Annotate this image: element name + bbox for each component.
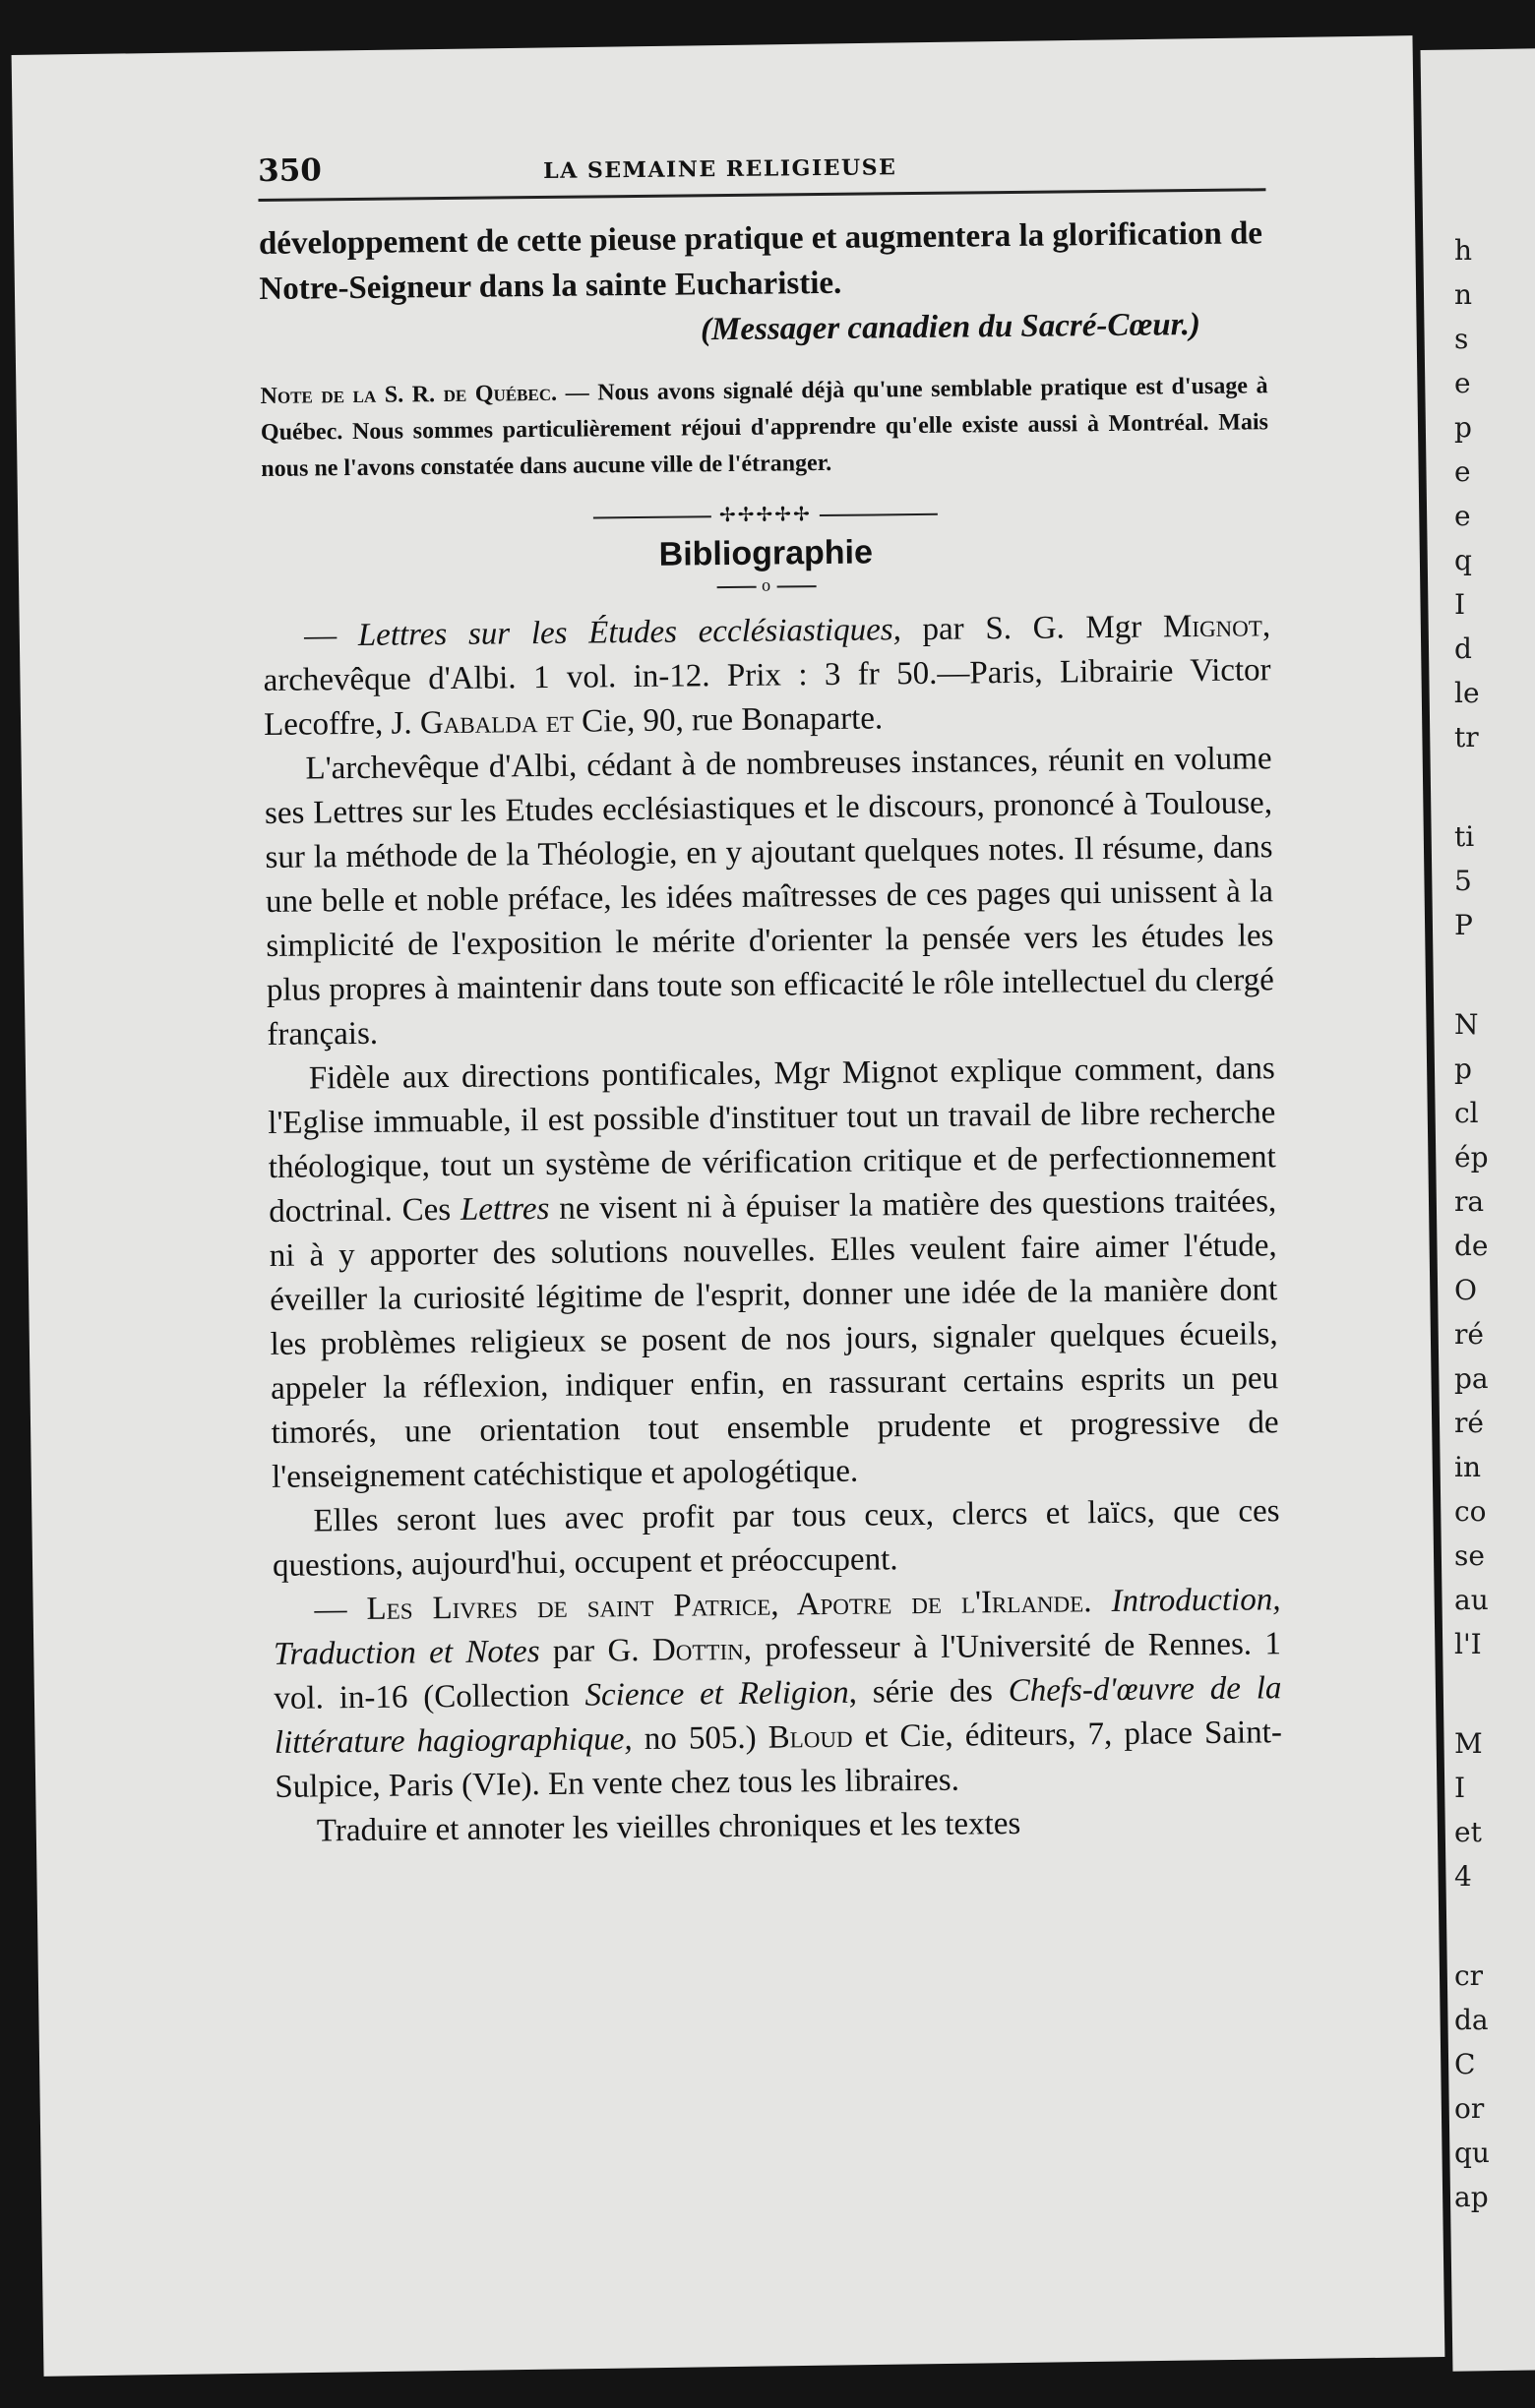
review2-details-4: et Cie, éditeurs, 7, place Saint-Sulpice, Paris (VIe). En vente chez tous les libraires. <box>275 1715 1283 1805</box>
review1-paragraph-3: Elles seront lues avec profit par tous ceux, clercs et laïcs, que ces questions, aujourd'hui, occupent et préoccupent. <box>272 1493 1280 1584</box>
review2-by: par G. <box>539 1632 653 1670</box>
review1-paragraph-1: L'archevêque d'Albi, cédant à de nombreuses instances, réunit en volume ses Lettres sur les Etudes ecclésiastiques et le discours, prononcé à Toulouse, sur la méthode de la Théologie, en y ajoutant quelques notes. Il résume, dans une belle et noble préface, les idées maîtresses de ces pages qui unissent à la simplicité de l'exposition le mérite d'orienter la pensée vers les études les plus propres à maintenir dans toute son efficacité le rôle intellectuel du clergé français. <box>264 741 1275 1053</box>
edge-letter: au <box>1454 1584 1489 1616</box>
section-title: Bibliographie <box>658 533 874 573</box>
edge-letter: cl <box>1454 1097 1479 1129</box>
review1-details: , archevêque d'Albi. 1 vol. in-12. Prix : 3 fr 50.—Paris, Librairie Victor Lecoffre, J. <box>263 608 1271 743</box>
edge-letter: ré <box>1454 1318 1484 1351</box>
edge-letter: da <box>1454 2004 1489 2036</box>
section-ornament <box>262 497 1269 532</box>
note-text: — Nous avons signalé déjà qu'une semblable pratique est d'usage à Québec. Nous sommes particulièrement réjoui d'apprendre qu'elle existe aussi à Montréal. Mais nous ne l'avons constatée dans aucune ville de l'étranger. <box>260 373 1269 482</box>
review1-p2-start: Fidèle aux directions pontificales, Mgr Mignot explique comment, dans l'Eglise immuable, il est possible d'instituer tout un travail de libre recherche théologique, tout un système de vérification critique et de perfectionnement doctrinal. Ces <box>268 1051 1276 1230</box>
edge-letter: e <box>1454 367 1471 399</box>
intro-source: (Messager canadien du Sacré-Cœur.) <box>700 306 1201 348</box>
separator-glyph: o <box>762 574 771 595</box>
page-number: 350 <box>258 152 323 189</box>
edge-letter: M <box>1454 1727 1483 1760</box>
edge-letter: N <box>1454 1008 1479 1041</box>
review1-by: par S. G. Mgr <box>900 609 1164 648</box>
edge-letter: pa <box>1454 1362 1489 1395</box>
edge-letter: e <box>1454 455 1471 488</box>
edge-letter: ti <box>1454 820 1475 853</box>
review2-publisher: Bloud <box>768 1718 853 1756</box>
review1-paragraph-2 <box>268 1047 1280 1500</box>
review1-p2-end: ne visent ni à épuiser la matière des questions traitées, ni à y apporter des solutions nouvelles. Elles veulent faire aimer l'étude, éveiller la curiosité légitime de l'esprit, donner une idée de la manière dont les problèmes religieux se posent de nos jours, signaler quelques écueils, appeler la réflexion, indiquer enfin, en rassurant certains esprits un peu timorés, une orientation tout ensemble prudente et progressive de l'enseignement catéchistique et apologétique. <box>269 1183 1279 1495</box>
review1-publisher: Gabalda et <box>419 703 575 742</box>
review2-collection: Science et Religion <box>584 1674 849 1714</box>
edge-letter: h <box>1454 234 1473 267</box>
edge-letter: tr <box>1454 721 1479 753</box>
edge-letter: et <box>1454 1816 1482 1848</box>
edge-letter: P <box>1454 909 1473 941</box>
review2-paragraph-1: Traduire et annoter les vieilles chroniques et les textes <box>316 1805 1021 1849</box>
review2-subtitle: Introduction, Traduction et Notes <box>273 1582 1281 1672</box>
edge-letter: ra <box>1454 1185 1485 1218</box>
edge-letter <box>1454 947 1490 1002</box>
edge-letter: 5 <box>1454 865 1472 897</box>
edge-letter: le <box>1454 677 1480 709</box>
page-content <box>258 143 1283 1854</box>
edge-letter: l'I <box>1454 1628 1482 1660</box>
review1-title: Lettres sur les Études ecclésiastiques, <box>357 612 902 653</box>
review1-citation <box>263 604 1271 748</box>
review2-title: Les Livres de saint Patrice, Apotre de l'Irlande. <box>366 1584 1092 1627</box>
edge-letter: s <box>1454 323 1469 355</box>
edge-letter: or <box>1454 2092 1485 2125</box>
review2-details-3: no 505.) <box>632 1719 768 1758</box>
edge-letter: d <box>1454 632 1472 665</box>
review2-series: Chefs-d'œuvre de la littérature hagiographique, <box>274 1670 1282 1761</box>
page-header <box>258 143 1265 202</box>
edge-letter: de <box>1454 1230 1489 1262</box>
edge-letter: n <box>1454 278 1473 311</box>
edge-letter: ré <box>1454 1407 1484 1439</box>
review2-citation <box>273 1578 1282 1810</box>
review1-address: Cie, 90, rue Bonaparte. <box>573 700 884 740</box>
review1-author: Mignot <box>1162 608 1263 645</box>
review2-dash: — <box>314 1591 367 1628</box>
review2-details-2: , série des <box>848 1673 1009 1711</box>
edge-letter: C <box>1454 2048 1476 2080</box>
edge-letter: I <box>1454 1772 1466 1804</box>
edge-letter: O <box>1454 1274 1477 1306</box>
edge-letter <box>1454 759 1490 814</box>
running-title: LA SEMAINE RELIGIEUSE <box>543 154 897 184</box>
edge-letter: co <box>1454 1495 1487 1528</box>
edge-letter <box>1454 1666 1490 1721</box>
review1-dash: — <box>303 617 359 654</box>
article-body <box>259 211 1283 1854</box>
adjacent-page-text <box>1454 228 1490 2219</box>
intro-paragraph: développement de cette pieuse pratique et augmentera la glorification de Notre-Seigneur dans la sainte Eucharistie. <box>258 215 1263 307</box>
edge-letter: I <box>1454 588 1466 621</box>
editor-note <box>260 368 1268 488</box>
edge-letter: se <box>1454 1539 1485 1572</box>
note-label: Note de la S. R. de Québec. <box>260 380 558 409</box>
ornament-glyphs: ✢✢✢✢✢ <box>718 504 812 527</box>
edge-letter: p <box>1454 1053 1472 1085</box>
review1-p2-italic: Lettres <box>460 1190 550 1228</box>
edge-letter <box>1454 1898 1490 1954</box>
review2-details-1: , professeur à l'Université de Rennes. 1 vol. in-16 (Collection <box>274 1626 1282 1716</box>
edge-letter: 4 <box>1454 1860 1472 1893</box>
edge-letter: e <box>1454 500 1471 532</box>
review2-author: Dottin <box>651 1631 744 1668</box>
edge-letter: ap <box>1454 2181 1489 2213</box>
edge-letter: in <box>1454 1451 1481 1483</box>
edge-letter: cr <box>1454 1959 1484 1992</box>
edge-letter: qu <box>1454 2137 1490 2169</box>
edge-letter: p <box>1454 411 1472 444</box>
edge-letter: q <box>1454 544 1472 576</box>
edge-letter: ép <box>1454 1141 1489 1174</box>
